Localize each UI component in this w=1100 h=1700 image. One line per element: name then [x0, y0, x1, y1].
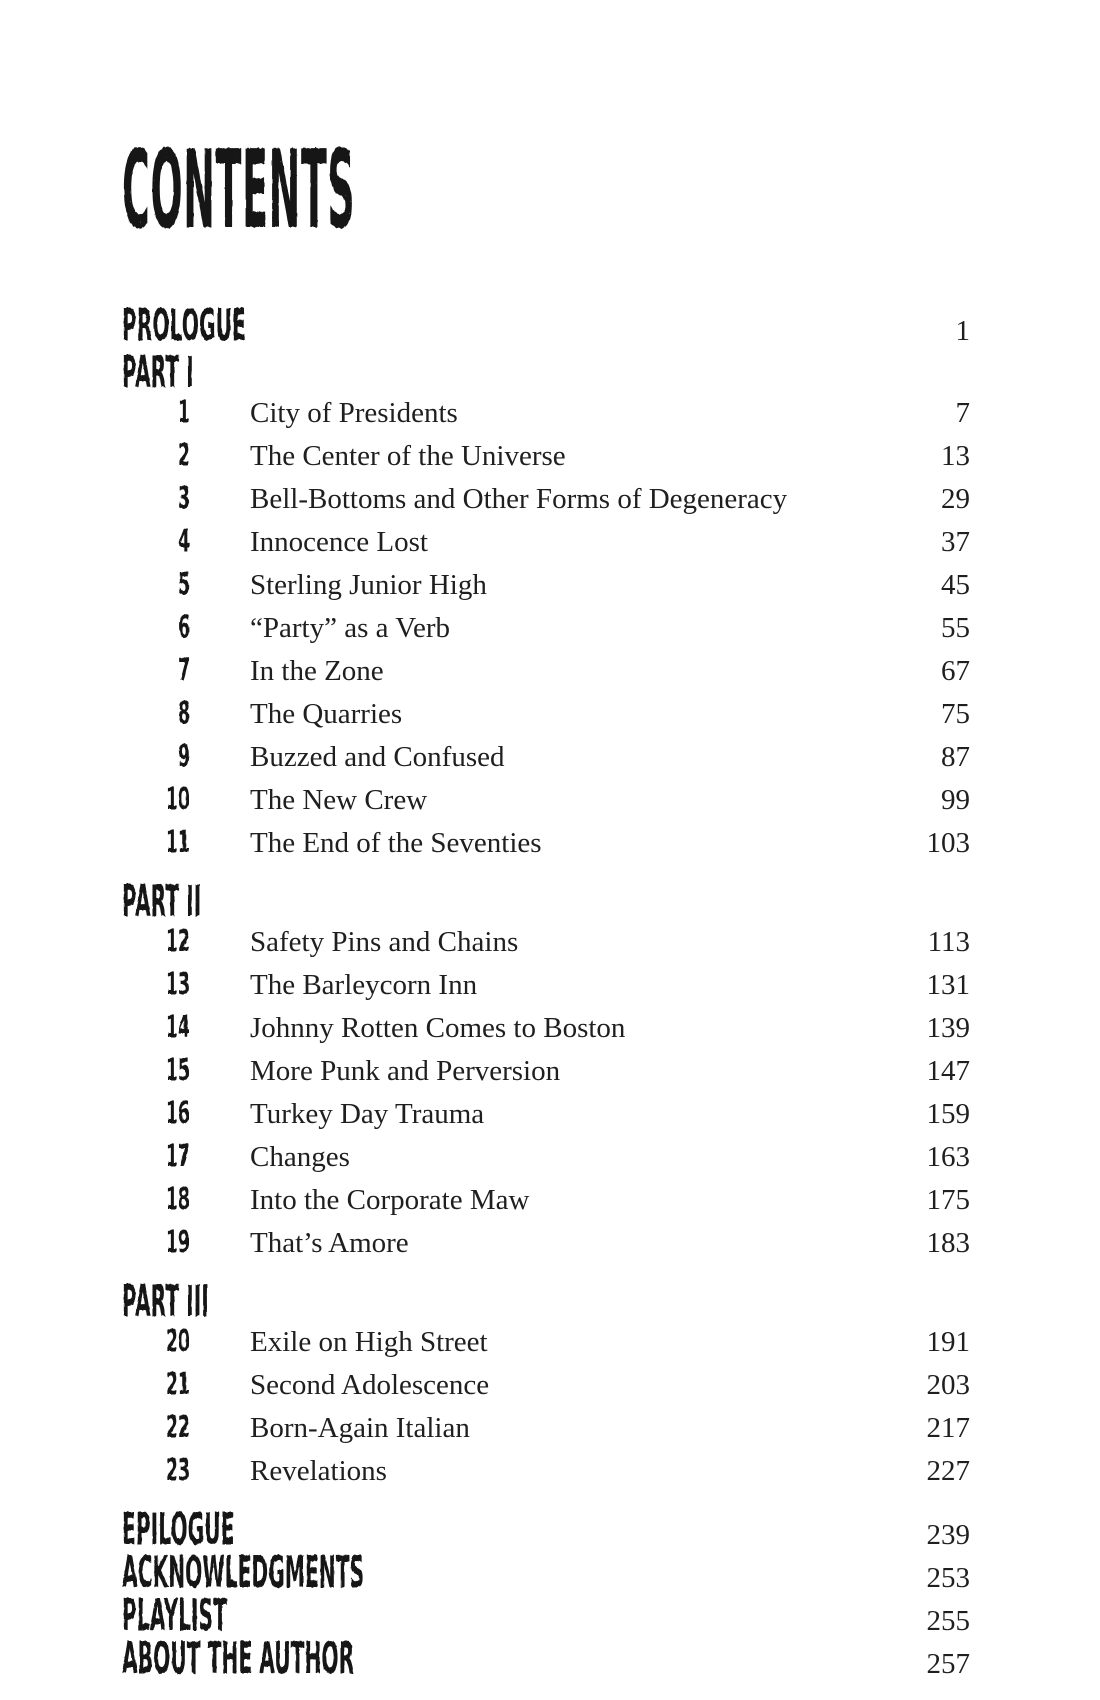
backmatter-label: ACKNOWLEDGMENTS: [122, 1547, 365, 1598]
chapter-row: [122, 1323, 970, 1366]
chapter-title: Safety Pins and Chains: [250, 926, 519, 958]
chapter-number: 22: [166, 1410, 190, 1445]
chapter-page-number: 163: [926, 1141, 970, 1173]
page-title-text: CONTENTS: [122, 128, 356, 253]
chapter-number-col: [122, 1052, 190, 1095]
chapter-row: [122, 1409, 970, 1452]
chapter-number-col: [122, 394, 190, 437]
chapter-number-col: [122, 437, 190, 480]
chapter-row: [122, 1224, 970, 1267]
chapter-page-number: 87: [941, 741, 970, 773]
chapter-page-number: 217: [926, 1412, 970, 1444]
chapter-title: The Center of the Universe: [250, 440, 566, 472]
chapter-number-col: [122, 824, 190, 867]
chapter-number: 23: [166, 1453, 190, 1488]
chapter-number-col: [122, 1366, 190, 1409]
chapter-row: [122, 923, 970, 966]
backmatter-page-number: 255: [926, 1605, 970, 1637]
chapter-number: 12: [166, 924, 190, 959]
chapter-page-number: 13: [941, 440, 970, 472]
chapter-number: 19: [166, 1225, 190, 1260]
chapter-number: 16: [166, 1096, 190, 1131]
chapter-number: 20: [166, 1324, 190, 1359]
chapter-title: Exile on High Street: [250, 1326, 488, 1358]
chapter-title: Turkey Day Trauma: [250, 1098, 485, 1130]
part-heading-row: [122, 1276, 970, 1327]
chapter-title: Second Adolescence: [250, 1369, 490, 1401]
chapter-number: 1: [178, 395, 190, 430]
chapter-number-col: [122, 781, 190, 824]
chapter-number-col: [122, 1181, 190, 1224]
chapter-number-col: [122, 695, 190, 738]
backmatter-page-number: 257: [926, 1648, 970, 1680]
chapter-page-number: 99: [941, 784, 970, 816]
chapter-row: [122, 1009, 970, 1052]
chapter-title: The New Crew: [250, 784, 428, 816]
chapter-title: Changes: [250, 1141, 350, 1173]
backmatter-row: [122, 1633, 970, 1684]
chapter-page-number: 37: [941, 526, 970, 558]
chapter-number-col: [122, 652, 190, 695]
chapter-title: Bell-Bottoms and Other Forms of Degeneracy: [250, 483, 788, 515]
chapter-row: [122, 1181, 970, 1224]
chapter-number: 10: [166, 782, 190, 817]
chapter-page-number: 175: [926, 1184, 970, 1216]
chapter-number-col: [122, 1224, 190, 1267]
chapter-number: 17: [166, 1139, 190, 1174]
chapter-row: [122, 394, 970, 437]
chapter-page-number: 139: [926, 1012, 970, 1044]
chapter-number-col: [122, 738, 190, 781]
backmatter-label: PLAYLIST: [122, 1590, 227, 1641]
chapter-number-col: [122, 966, 190, 1009]
page-title: [122, 128, 970, 253]
chapter-title: In the Zone: [250, 655, 384, 687]
chapter-number: 18: [166, 1182, 190, 1217]
chapter-page-number: 191: [926, 1326, 970, 1358]
chapter-number: 8: [178, 696, 190, 731]
backmatter-page-number: 239: [926, 1519, 970, 1551]
chapter-page-number: 113: [927, 926, 970, 958]
prologue-row: [122, 300, 970, 352]
chapter-number: 2: [178, 438, 190, 473]
chapter-title: City of Presidents: [250, 397, 458, 429]
chapter-title: The Barleycorn Inn: [250, 969, 478, 1001]
chapter-row: [122, 566, 970, 609]
chapter-row: [122, 1452, 970, 1495]
chapter-page-number: 29: [941, 483, 970, 515]
chapter-row: [122, 824, 970, 867]
chapter-number: 13: [166, 967, 190, 1002]
chapter-row: [122, 695, 970, 738]
chapter-title: That’s Amore: [250, 1227, 409, 1259]
backmatter: [122, 1504, 970, 1684]
prologue-page-number: 1: [955, 315, 970, 347]
chapter-page-number: 55: [941, 612, 970, 644]
chapter-page-number: 227: [926, 1455, 970, 1487]
chapter-number-col: [122, 1095, 190, 1138]
parts: [122, 347, 970, 1495]
chapter-page-number: 159: [926, 1098, 970, 1130]
part-label: PART I: [122, 347, 194, 398]
chapter-number-col: [122, 480, 190, 523]
part-heading-row: [122, 876, 970, 927]
chapter-page-number: 45: [941, 569, 970, 601]
chapter-page-number: 103: [926, 827, 970, 859]
chapter-title: Innocence Lost: [250, 526, 428, 558]
backmatter-label: ABOUT THE AUTHOR: [122, 1633, 355, 1684]
chapter-row: [122, 1052, 970, 1095]
chapter-title: Revelations: [250, 1455, 387, 1487]
chapter-number: 15: [166, 1053, 190, 1088]
backmatter-row: [122, 1547, 970, 1598]
chapter-page-number: 131: [926, 969, 970, 1001]
chapter-number-col: [122, 523, 190, 566]
chapter-title: “Party” as a Verb: [250, 612, 450, 644]
chapter-page-number: 183: [926, 1227, 970, 1259]
chapter-row: [122, 738, 970, 781]
chapter-row: [122, 1366, 970, 1409]
chapter-number: 7: [178, 653, 190, 688]
prologue-label: PROLOGUE: [122, 300, 246, 351]
chapter-row: [122, 480, 970, 523]
chapter-title: Buzzed and Confused: [250, 741, 505, 773]
chapter-title: Into the Corporate Maw: [250, 1184, 530, 1216]
backmatter-page-number: 253: [926, 1562, 970, 1594]
chapter-row: [122, 781, 970, 824]
part-label: PART III: [122, 1276, 209, 1327]
chapter-number-col: [122, 1009, 190, 1052]
chapter-number: 4: [178, 524, 190, 559]
chapter-row: [122, 1138, 970, 1181]
part-label: PART II: [122, 876, 202, 927]
chapter-title: More Punk and Perversion: [250, 1055, 561, 1087]
chapter-number: 6: [178, 610, 190, 645]
chapter-number: 9: [178, 739, 190, 774]
chapter-row: [122, 609, 970, 652]
chapter-row: [122, 652, 970, 695]
chapter-number: 14: [166, 1010, 190, 1045]
chapter-number: 11: [166, 825, 190, 860]
chapter-row: [122, 523, 970, 566]
part-heading-row: [122, 347, 970, 398]
chapter-number-col: [122, 566, 190, 609]
chapter-title: The Quarries: [250, 698, 403, 730]
backmatter-label: EPILOGUE: [122, 1504, 235, 1555]
chapter-page-number: 75: [941, 698, 970, 730]
chapter-row: [122, 1095, 970, 1138]
chapter-number: 5: [178, 567, 190, 602]
chapter-number: 21: [166, 1367, 190, 1402]
chapter-number-col: [122, 1452, 190, 1495]
chapter-title: Born-Again Italian: [250, 1412, 470, 1444]
chapter-row: [122, 437, 970, 480]
chapter-page-number: 7: [955, 397, 970, 429]
chapter-title: Sterling Junior High: [250, 569, 487, 601]
chapter-number-col: [122, 923, 190, 966]
chapter-number-col: [122, 1323, 190, 1366]
chapter-title: Johnny Rotten Comes to Boston: [250, 1012, 626, 1044]
chapter-page-number: 67: [941, 655, 970, 687]
chapter-row: [122, 966, 970, 1009]
chapter-title: The End of the Seventies: [250, 827, 542, 859]
chapter-number: 3: [178, 481, 190, 516]
chapter-number-col: [122, 1138, 190, 1181]
chapter-page-number: 203: [926, 1369, 970, 1401]
chapter-number-col: [122, 1409, 190, 1452]
chapter-number-col: [122, 609, 190, 652]
chapter-page-number: 147: [926, 1055, 970, 1087]
